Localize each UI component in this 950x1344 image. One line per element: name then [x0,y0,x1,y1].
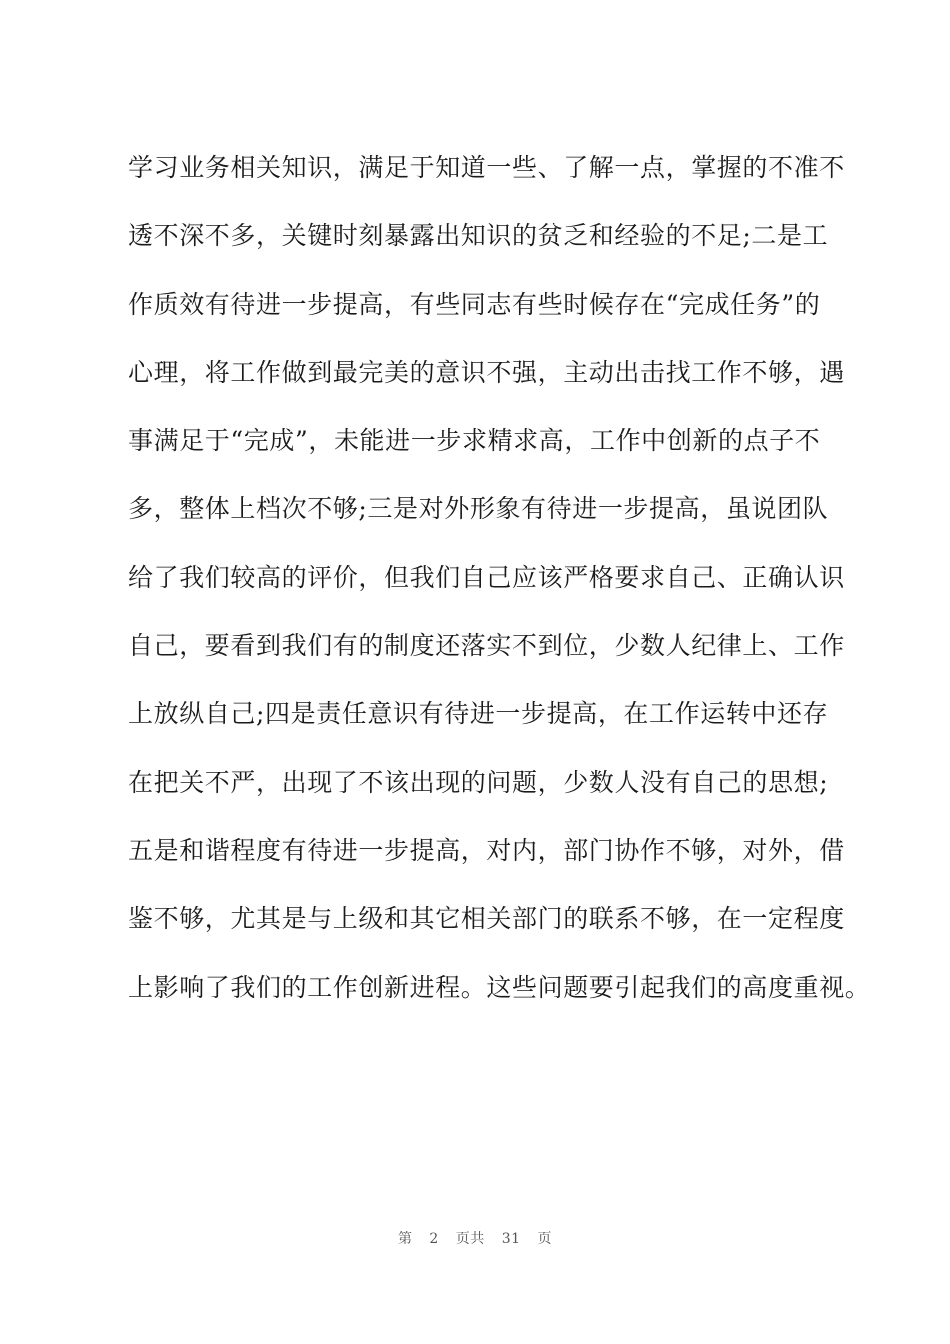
body-text [128,148,871,1036]
total-pages-number: 31 [501,1231,521,1247]
text-line: 学习业务相关知识，满足于知道一些、了解一点，掌握的不准不 [128,153,845,182]
text-line: 心理，将工作做到最完美的意识不强，主动出击找工作不够，遇 [128,357,845,387]
text-line: 上放纵自己;四是责任意识有待进一步提高，在工作运转中还存 [128,699,829,729]
text-line: 事满足于“完成”，未能进一步求精求高，工作中创新的点子不 [128,426,821,456]
text-line: 透不深不多，关键时刻暴露出知识的贫乏和经验的不足;二是工 [128,221,829,251]
text-line: 作质效有待进一步提高，有些同志有些时候存在“完成任务”的 [128,289,821,319]
text-line: 五是和谐程度有待进一步提高，对内，部门协作不够，对外，借 [128,835,845,865]
current-page-number: 2 [429,1231,439,1247]
page-footer [0,1228,950,1248]
footer-suffix: 页 [537,1231,553,1247]
text-line: 在把关不严，出现了不该出现的问题，少数人没有自己的思想; [128,767,829,797]
text-line: 给了我们较高的评价，但我们自己应该严格要求自己、正确认识 [128,562,845,592]
text-line: 多，整体上档次不够;三是对外形象有待进一步提高，虽说团队 [128,494,829,524]
text-line: 自己，要看到我们有的制度还落实不到位，少数人纪律上、工作 [128,631,845,661]
text-line: 鉴不够，尤其是与上级和其它相关部门的联系不够，在一定程度 [128,904,845,934]
text-line: 上影响了我们的工作创新进程。这些问题要引起我们的高度重视。 [128,972,871,1002]
footer-middle: 页共 [455,1231,485,1247]
footer-prefix: 第 [397,1231,413,1247]
